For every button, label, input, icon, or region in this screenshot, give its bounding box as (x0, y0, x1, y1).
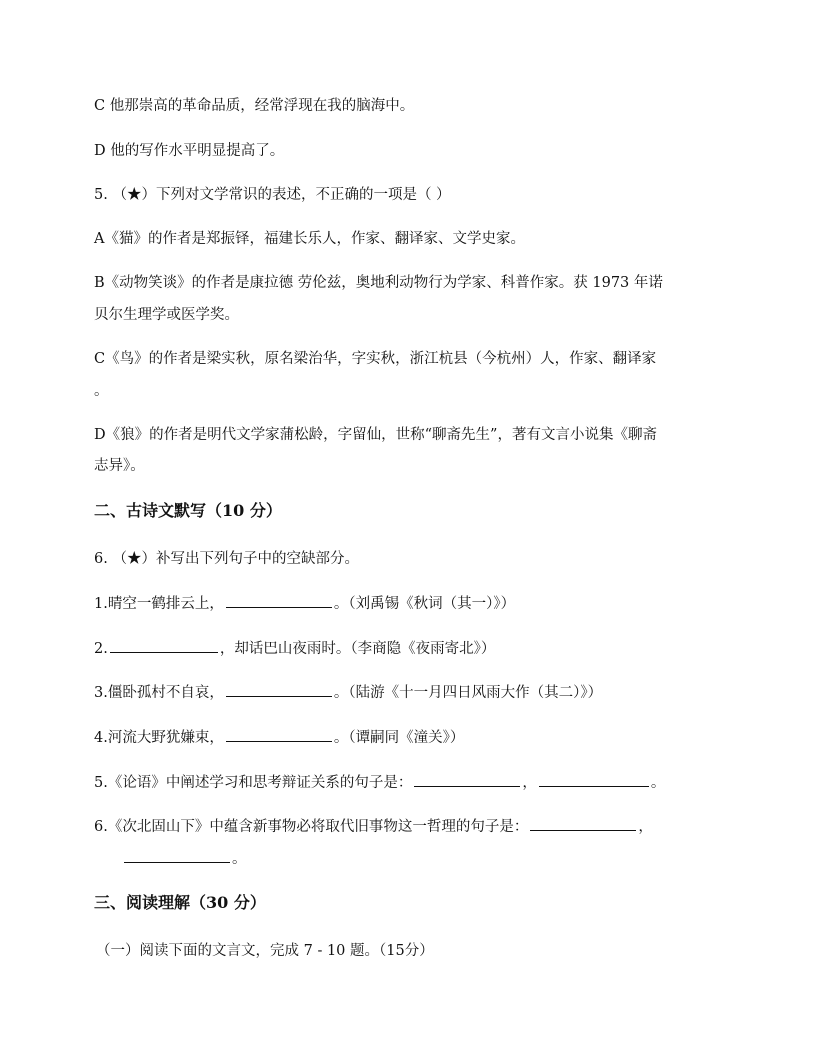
fill-item-2-suffix: ，却话巴山夜雨时。（李商隐《夜雨寄北》） (219, 641, 496, 657)
option-c-text: C 他那崇高的革命品质，经常浮现在我的脑海中。 (94, 98, 415, 114)
answer-blank-4[interactable] (226, 727, 332, 742)
fill-item-4-suffix: 。（谭嗣同《潼关》） (333, 730, 465, 746)
fill-item-3-suffix: 。（陆游《十一月四日风雨大作（其二）》） (333, 685, 603, 701)
question-5-option-d-line1: D《狼》的作者是明代文学家蒲松龄，字留仙，世称“聊斋先生”，著有文言小说集《聊斋 (94, 427, 657, 443)
fill-item-1 (94, 593, 515, 614)
fill-item-2 (94, 638, 495, 659)
section-2-heading: 二、古诗文默写（10 分） (94, 501, 282, 520)
answer-blank-5a[interactable] (414, 772, 520, 787)
fill-item-5 (94, 772, 665, 793)
answer-blank-2[interactable] (110, 638, 218, 653)
fill-item-6 (94, 816, 653, 837)
question-5-option-a: A《猫》的作者是郑振铎，福建长乐人，作家、翻译家、文学史家。 (94, 231, 525, 247)
question-5: 5. （★）下列对文学常识的表述，不正确的一项是（ ） (94, 187, 451, 203)
question-5-option-c-line1: C《鸟》的作者是梁实秋，原名梁治华，字实秋，浙江杭县（今杭州）人，作家、翻译家 (94, 351, 657, 367)
fill-item-5-suffix: 。 (650, 775, 666, 791)
answer-blank-6a[interactable] (530, 816, 636, 831)
answer-blank-6b[interactable] (124, 848, 230, 863)
fill-item-5-comma: ， (522, 775, 537, 791)
question-5-option-d-line2: 志异》。 (94, 458, 145, 474)
fill-item-5-prefix: 5.《论语》中阐述学习和思考辩证关系的句子是： (94, 775, 413, 791)
fill-item-6-continuation (122, 848, 247, 869)
section-3-heading: 三、阅读理解（30 分） (94, 893, 266, 912)
fill-item-1-suffix: 。（刘禹锡《秋词（其一）》） (333, 596, 516, 612)
fill-item-6-comma: ， (638, 819, 653, 835)
fill-item-1-prefix: 1.晴空一鹤排云上， (94, 596, 224, 612)
fill-item-4 (94, 727, 464, 748)
question-5-option-c-line2: 。 (94, 383, 109, 399)
answer-blank-5b[interactable] (539, 772, 649, 787)
answer-blank-3[interactable] (226, 682, 332, 697)
option-d-text: D 他的写作水平明显提高了。 (94, 143, 285, 159)
question-6: 6. （★）补写出下列句子中的空缺部分。 (94, 551, 359, 567)
fill-item-3 (94, 682, 602, 703)
fill-item-4-prefix: 4.河流大野犹嫌束， (94, 730, 224, 746)
fill-item-2-prefix: 2. (94, 641, 108, 657)
question-5-option-b-line2: 贝尔生理学或医学奖。 (94, 307, 239, 323)
fill-item-6-prefix: 6.《次北固山下》中蕴含新事物必将取代旧事物这一哲理的句子是： (94, 819, 529, 835)
fill-item-3-prefix: 3.僵卧孤村不自哀， (94, 685, 224, 701)
question-5-option-b-line1: B《动物笑谈》的作者是康拉德 劳伦兹，奥地利动物行为学家、科普作家。获 1973 年诺 (94, 275, 663, 291)
answer-blank-1[interactable] (226, 593, 332, 608)
fill-item-6-suffix: 。 (232, 851, 247, 867)
section-3-subsection-1: （一）阅读下面的文言文，完成 7 - 10 题。（15分） (96, 943, 434, 959)
